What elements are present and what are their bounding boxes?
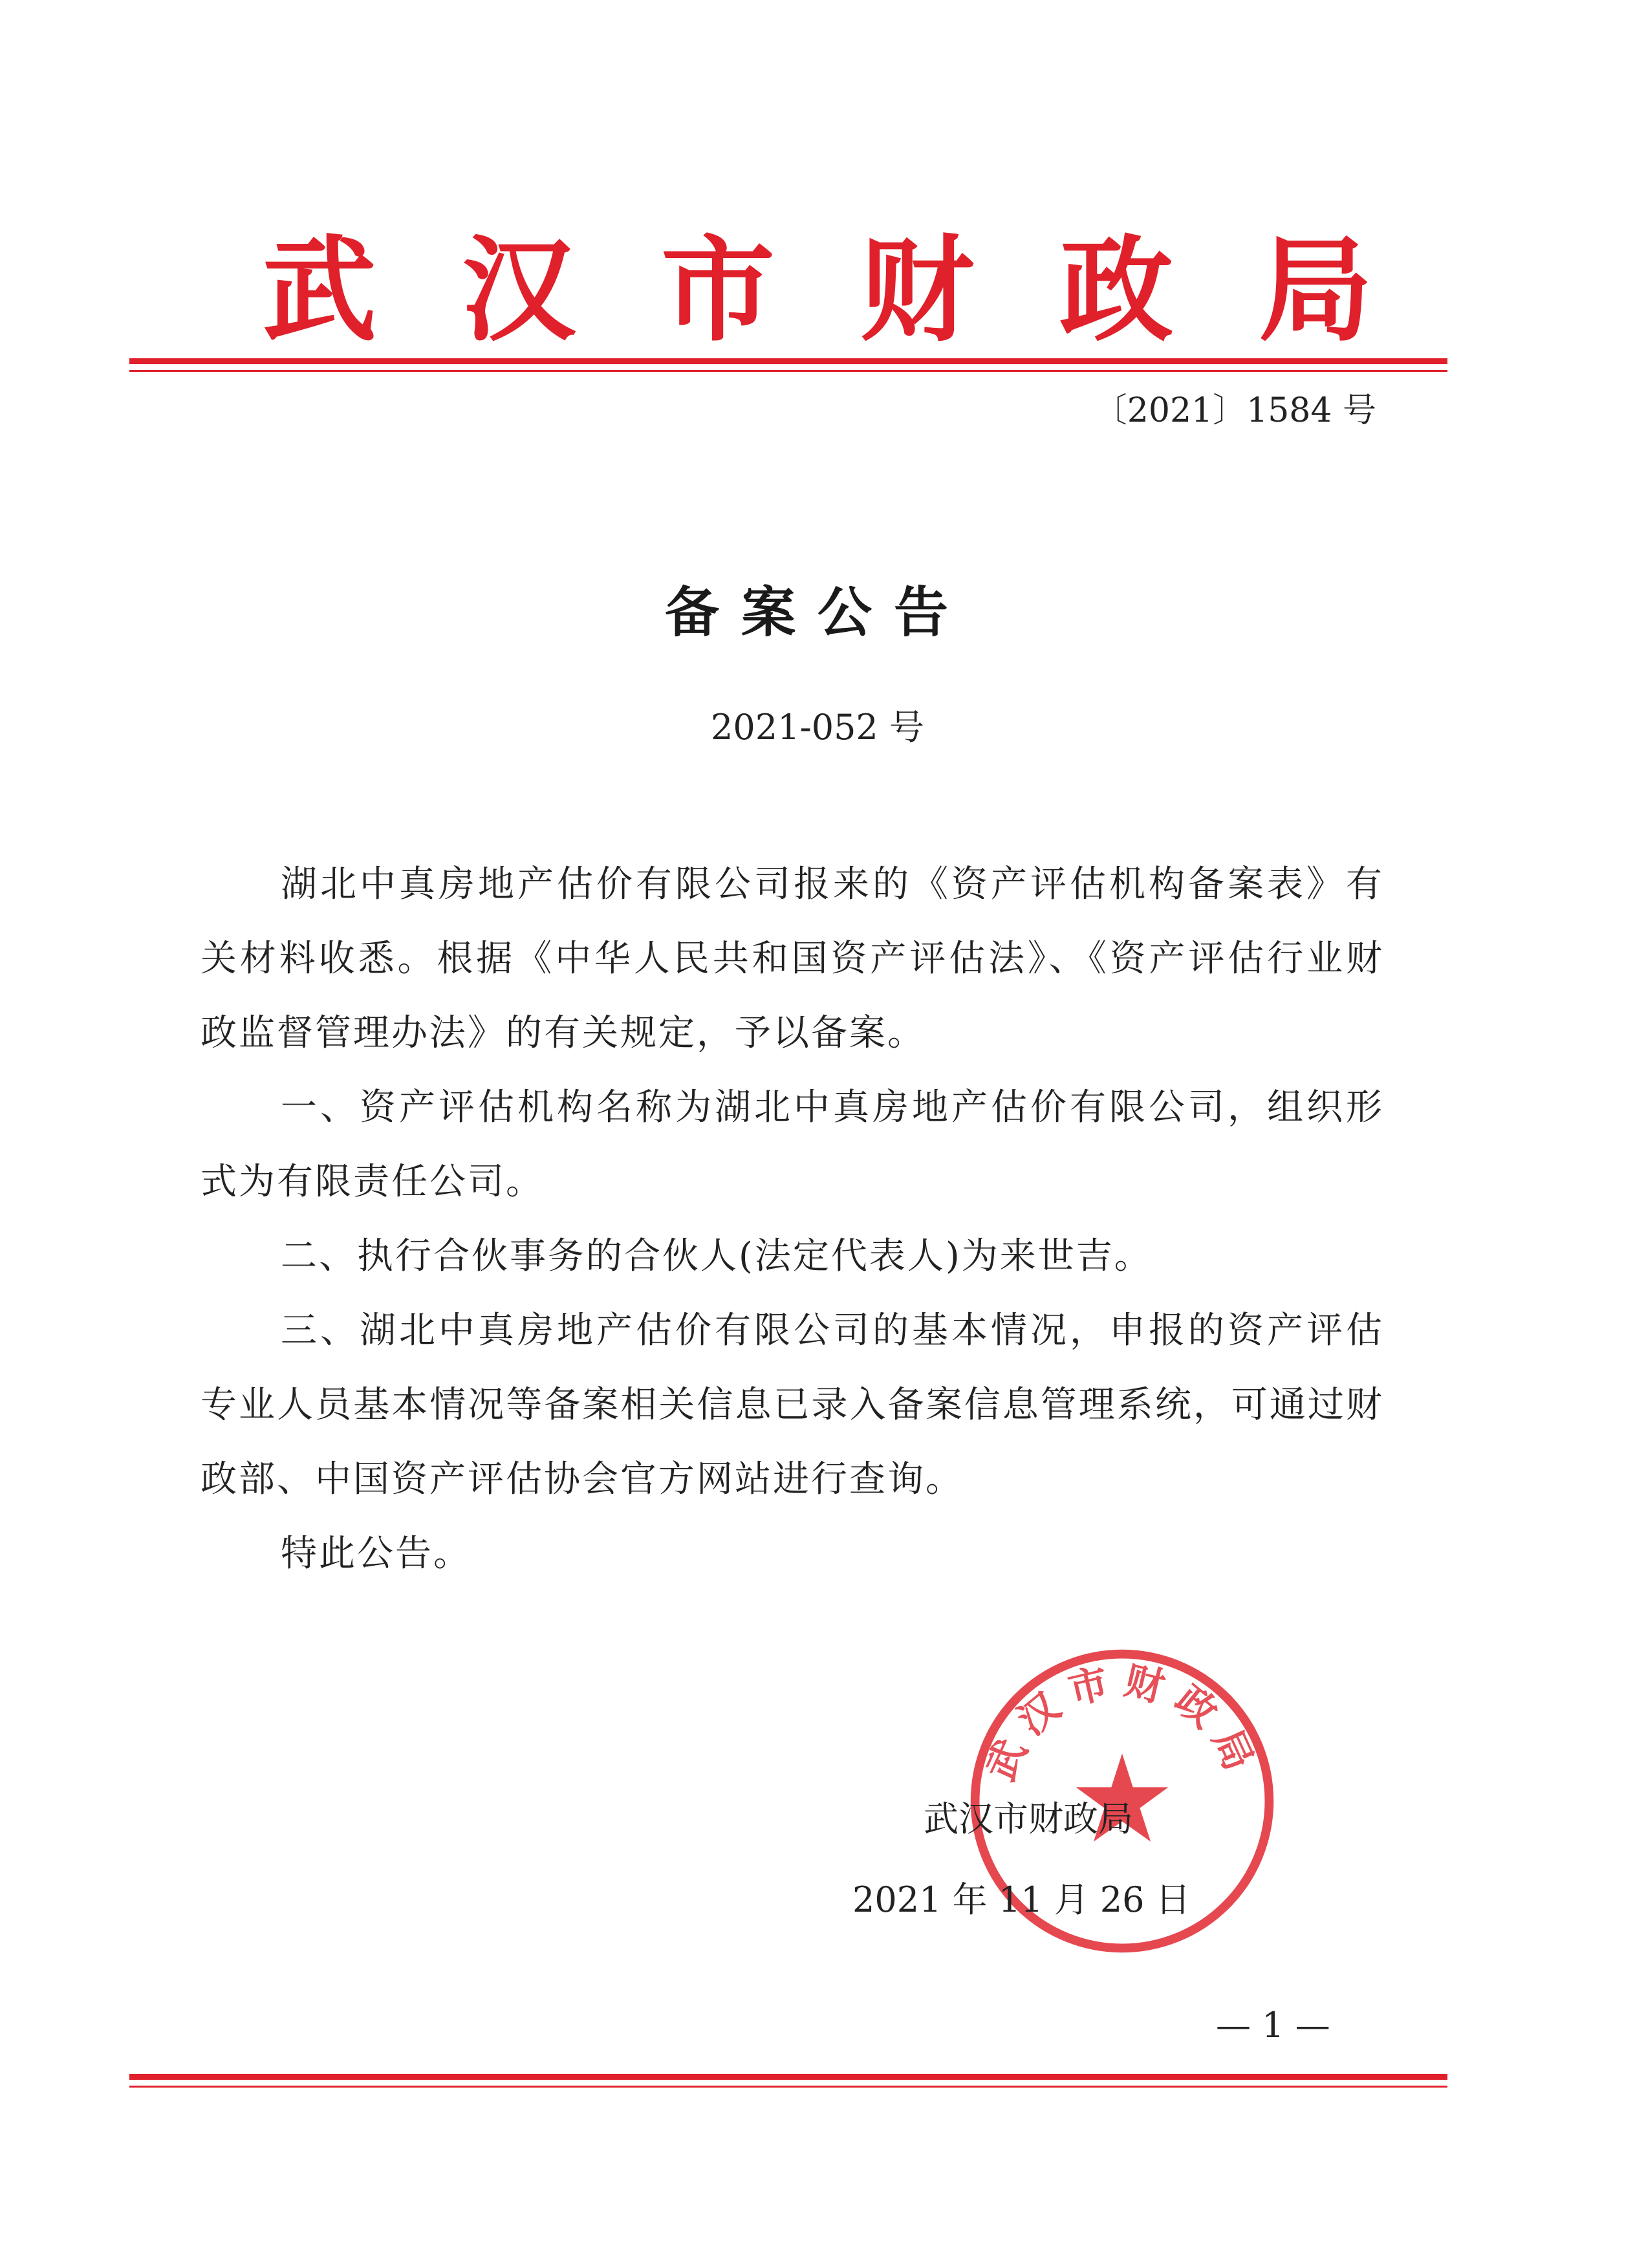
issuer-char: 局 [1259,224,1373,357]
body-paragraph: 湖北中真房地产估价有限公司报来的《资产评估机构备案表》有关材料收悉。根据《中华人民共和国资产评估法》、《资产评估行业财政监督管理办法》的有关规定，予以备案。 [200,863,1384,1054]
document-number: 〔2021〕1584 号 [1093,391,1376,430]
notice-number: 2021-052 号 [711,707,924,748]
issuer-char: 武 [262,224,376,357]
footer-divider-thick [129,2074,1447,2080]
footer-divider-thin [129,2086,1447,2088]
issuer-char: 财 [860,224,975,357]
issuer-char: 汉 [461,224,576,357]
header-divider-thin [129,370,1447,372]
body-paragraph: 三、湖北中真房地产估价有限公司的基本情况，申报的资产评估专业人员基本情况等备案相关信息已录入备案信息管理系统，可通过财政部、中国资产评估协会官方网站进行查询。 [200,1310,1384,1500]
issuer-char: 政 [1059,224,1174,357]
page-number: — 1 — [1216,2005,1330,2046]
notice-title: 备案公告 [664,581,970,644]
issuer-header [129,220,1506,362]
header-divider-thick [129,358,1447,364]
notice-body [200,847,1384,1591]
signature-organization: 武汉市财政局 [924,1798,1133,1839]
signature-date: 2021 年 11 月 26 日 [852,1879,1191,1920]
issuer-char: 市 [660,224,775,357]
body-paragraph: 一、资产评估机构名称为湖北中真房地产估价有限公司，组织形式为有限责任公司。 [200,1086,1384,1203]
body-paragraph: 特此公告。 [281,1533,471,1575]
seal-text: 武汉市财政局 [978,1658,1266,1788]
body-paragraph: 二、执行合伙事务的合伙人(法定代表人)为来世吉。 [281,1235,1153,1277]
